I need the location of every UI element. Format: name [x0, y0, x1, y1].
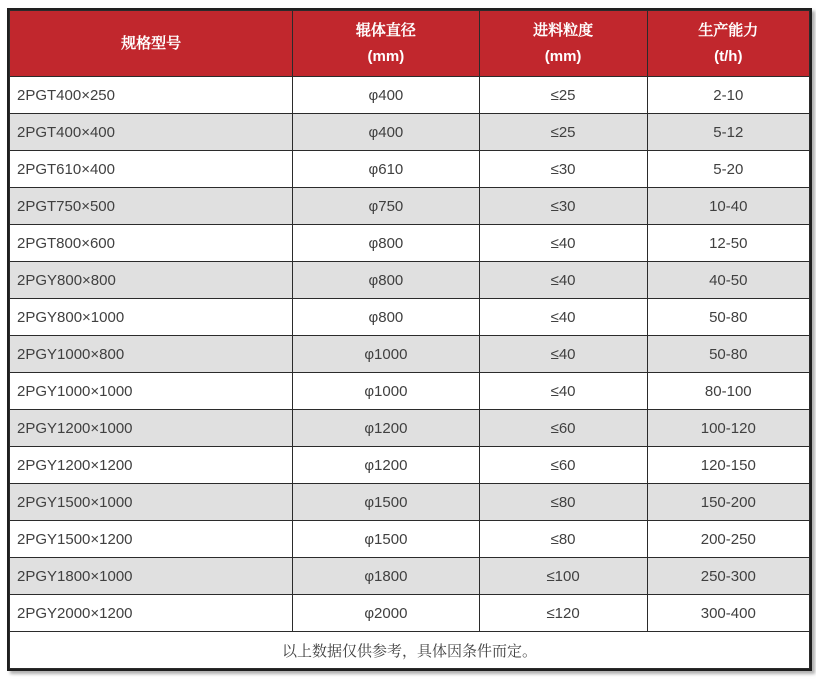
table-row: [10, 410, 810, 447]
spec-table: [9, 10, 810, 669]
table-row: [10, 299, 810, 336]
table-row: [10, 262, 810, 299]
cell-feed-size: ≤100: [479, 558, 647, 595]
cell-model: 2PGY1000×1000: [10, 373, 293, 410]
cell-capacity: 40-50: [647, 262, 809, 299]
cell-capacity: 50-80: [647, 336, 809, 373]
cell-feed-size: ≤40: [479, 336, 647, 373]
cell-feed-size: ≤40: [479, 262, 647, 299]
cell-feed-size: ≤25: [479, 114, 647, 151]
cell-capacity: 300-400: [647, 595, 809, 632]
header-feed-size: [479, 11, 647, 77]
cell-roller-diameter: φ1000: [293, 373, 479, 410]
cell-feed-size: ≤30: [479, 188, 647, 225]
cell-feed-size: ≤40: [479, 373, 647, 410]
header-roller-diameter-unit: (mm): [367, 47, 405, 65]
table-row: [10, 447, 810, 484]
cell-capacity: 100-120: [647, 410, 809, 447]
cell-capacity: 5-20: [647, 151, 809, 188]
table-row: [10, 336, 810, 373]
cell-feed-size: ≤30: [479, 151, 647, 188]
cell-roller-diameter: φ750: [293, 188, 479, 225]
table-row: [10, 558, 810, 595]
table-footer: [10, 632, 810, 669]
cell-feed-size: ≤25: [479, 77, 647, 114]
table-row: [10, 595, 810, 632]
cell-capacity: 250-300: [647, 558, 809, 595]
table-body: [10, 77, 810, 632]
cell-roller-diameter: φ400: [293, 77, 479, 114]
cell-model: 2PGY1500×1000: [10, 484, 293, 521]
cell-capacity: 150-200: [647, 484, 809, 521]
cell-roller-diameter: φ400: [293, 114, 479, 151]
header-feed-size-unit: (mm): [544, 47, 582, 65]
table-row: [10, 77, 810, 114]
table-row: [10, 188, 810, 225]
cell-model: 2PGY800×1000: [10, 299, 293, 336]
footer-note: 以上数据仅供参考，具体因条件而定。: [10, 632, 810, 669]
cell-feed-size: ≤60: [479, 410, 647, 447]
cell-model: 2PGY1000×800: [10, 336, 293, 373]
cell-roller-diameter: φ1200: [293, 410, 479, 447]
cell-roller-diameter: φ800: [293, 262, 479, 299]
table-row: [10, 521, 810, 558]
cell-roller-diameter: φ800: [293, 299, 479, 336]
table-header: [10, 11, 810, 77]
cell-model: 2PGY1500×1200: [10, 521, 293, 558]
table-row: [10, 373, 810, 410]
table-row: [10, 225, 810, 262]
cell-model: 2PGY2000×1200: [10, 595, 293, 632]
cell-capacity: 10-40: [647, 188, 809, 225]
cell-capacity: 50-80: [647, 299, 809, 336]
cell-model: 2PGT800×600: [10, 225, 293, 262]
cell-model: 2PGT750×500: [10, 188, 293, 225]
cell-model: 2PGY1800×1000: [10, 558, 293, 595]
cell-capacity: 80-100: [647, 373, 809, 410]
cell-model: 2PGY1200×1200: [10, 447, 293, 484]
cell-roller-diameter: φ610: [293, 151, 479, 188]
cell-capacity: 2-10: [647, 77, 809, 114]
cell-feed-size: ≤80: [479, 521, 647, 558]
table-row: [10, 114, 810, 151]
cell-model: 2PGT610×400: [10, 151, 293, 188]
cell-roller-diameter: φ1500: [293, 521, 479, 558]
header-model: [10, 11, 293, 77]
cell-capacity: 12-50: [647, 225, 809, 262]
cell-capacity: 200-250: [647, 521, 809, 558]
cell-feed-size: ≤120: [479, 595, 647, 632]
header-roller-diameter: [293, 11, 479, 77]
header-feed-size-label: 进料粒度: [533, 21, 594, 39]
cell-roller-diameter: φ1800: [293, 558, 479, 595]
header-row: [10, 11, 810, 77]
cell-feed-size: ≤80: [479, 484, 647, 521]
footer-row: [10, 632, 810, 669]
cell-model: 2PGY800×800: [10, 262, 293, 299]
table-row: [10, 484, 810, 521]
spec-table-container: [7, 8, 812, 671]
cell-feed-size: ≤40: [479, 299, 647, 336]
header-model-label: 规格型号: [121, 34, 182, 52]
header-roller-diameter-label: 辊体直径: [355, 21, 416, 39]
cell-feed-size: ≤60: [479, 447, 647, 484]
header-capacity-label: 生产能力: [698, 21, 759, 39]
cell-capacity: 5-12: [647, 114, 809, 151]
cell-model: 2PGT400×250: [10, 77, 293, 114]
cell-roller-diameter: φ800: [293, 225, 479, 262]
cell-capacity: 120-150: [647, 447, 809, 484]
cell-roller-diameter: φ1500: [293, 484, 479, 521]
cell-roller-diameter: φ1200: [293, 447, 479, 484]
table-row: [10, 151, 810, 188]
cell-model: 2PGY1200×1000: [10, 410, 293, 447]
cell-roller-diameter: φ1000: [293, 336, 479, 373]
cell-roller-diameter: φ2000: [293, 595, 479, 632]
cell-model: 2PGT400×400: [10, 114, 293, 151]
cell-feed-size: ≤40: [479, 225, 647, 262]
header-capacity-unit: (t/h): [714, 47, 743, 65]
header-capacity: [647, 11, 809, 77]
